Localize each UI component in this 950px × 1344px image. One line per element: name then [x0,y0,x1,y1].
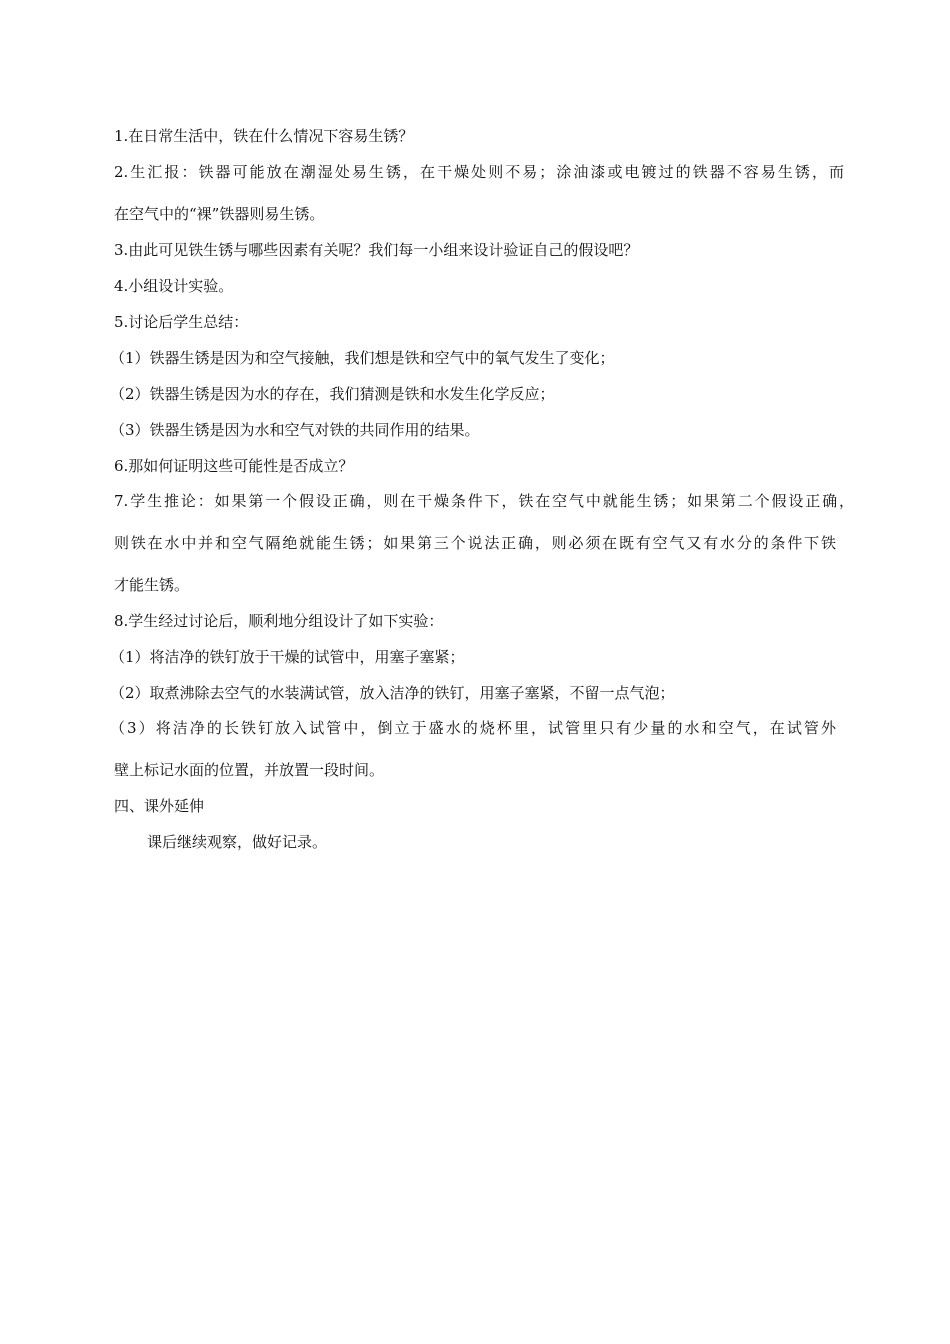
section-body: 课后继续观察，做好记录。 [147,833,328,851]
experiment-item-1: （1）将洁净的铁钉放于干燥的试管中，用塞子塞紧； [110,648,465,666]
paragraph-2-line-1: 2.生汇报：铁器可能放在潮湿处易生锈，在干燥处则不易；涂油漆或电镀过的铁器不容易生锈，而 [114,163,844,181]
section-heading: 四、课外延伸 [114,797,205,815]
paragraph-4: 4.小组设计实验。 [114,277,234,295]
experiment-item-3-line-1: （3）将洁净的长铁钉放入试管中，倒立于盛水的烧杯里，试管里只有少量的水和空气，在试管外 [110,719,836,737]
paragraph-7-line-2: 则铁在水中并和空气隔绝就能生锈；如果第三个说法正确，则必须在既有空气又有水分的条件下铁 [114,534,836,552]
paragraph-7-line-3: 才能生锈。 [114,576,190,594]
paragraph-5: 5.讨论后学生总结： [114,313,249,331]
paragraph-2-line-2: 在空气中的“裸”铁器则易生锈。 [114,205,325,223]
paragraph-1: 1.在日常生活中，铁在什么情况下容易生锈？ [114,127,414,145]
experiment-item-2: （2）取煮沸除去空气的水装满试管，放入洁净的铁钉，用塞子塞紧，不留一点气泡； [110,684,675,702]
summary-item-1: （1）铁器生锈是因为和空气接触，我们想是铁和空气中的氧气发生了变化； [110,349,615,367]
paragraph-3: 3.由此可见铁生锈与哪些因素有关呢？我们每一小组来设计验证自己的假设吧？ [114,241,639,259]
experiment-item-3-line-2: 壁上标记水面的位置，并放置一段时间。 [114,761,385,779]
summary-item-2: （2）铁器生锈是因为水的存在，我们猜测是铁和水发生化学反应； [110,385,555,403]
paragraph-7-line-1: 7.学生推论：如果第一个假设正确，则在干燥条件下，铁在空气中就能生锈；如果第二个假设正确， [114,492,854,510]
paragraph-6: 6.那如何证明这些可能性是否成立？ [114,457,354,475]
summary-item-3: （3）铁器生锈是因为水和空气对铁的共同作用的结果。 [110,421,480,439]
paragraph-8: 8.学生经过讨论后，顺利地分组设计了如下实验： [114,612,444,630]
